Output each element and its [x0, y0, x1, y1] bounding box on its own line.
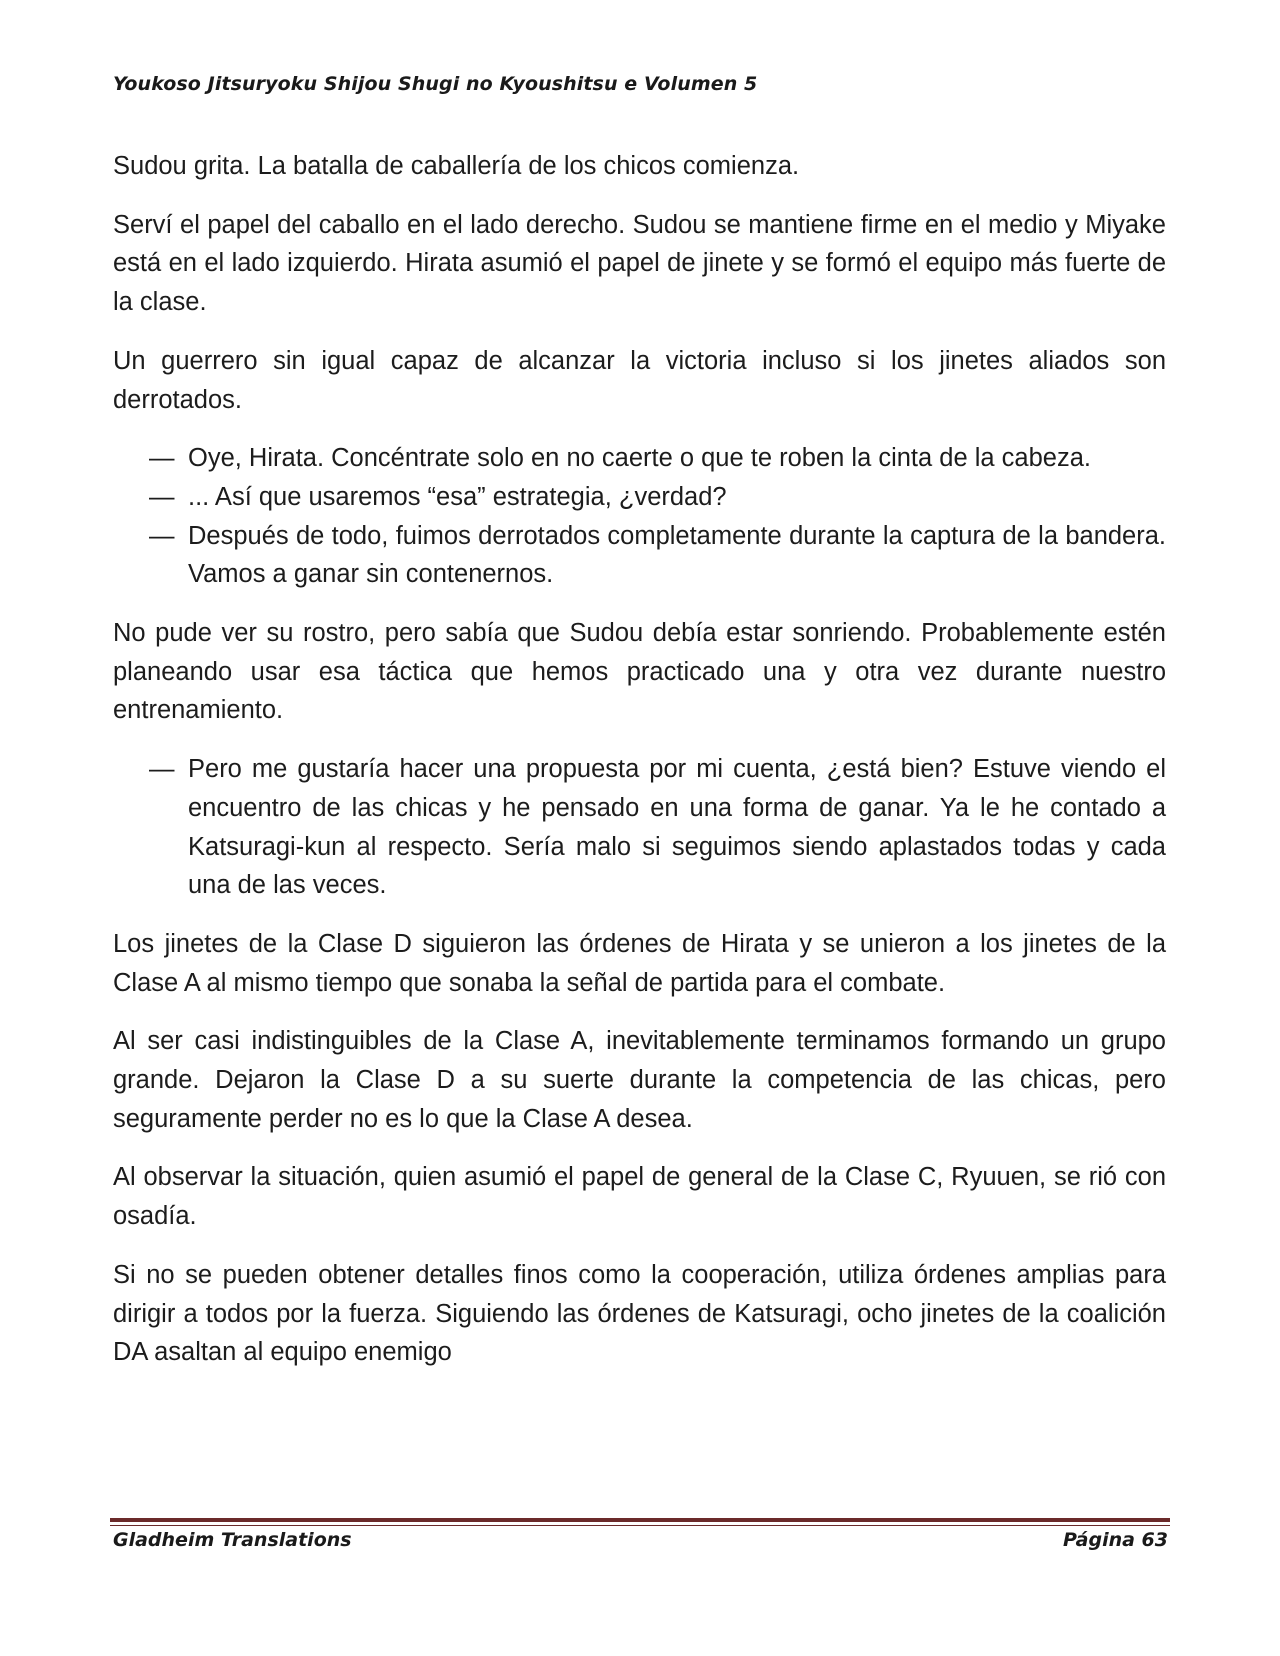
footer-rule-thick: [110, 1518, 1170, 1522]
dialogue-text: ... Así que usaremos “esa” estrategia, ¿verdad?: [188, 482, 727, 511]
footer-translator: Gladheim Translations: [113, 1529, 352, 1551]
paragraph-1: Sudou grita. La batalla de caballería de los chicos comienza.: [113, 152, 800, 180]
paragraph-5: Los jinetes de la Clase D siguieron las órdenes de Hirata y se unieron a los jinetes de la Clase A al mismo tiempo que sonaba la señal de partida para el combate.: [113, 929, 1166, 997]
running-header: Youkoso Jitsuryoku Shijou Shugi no Kyoushitsu e Volumen 5: [113, 73, 758, 95]
body-text: [113, 147, 1166, 1392]
footer-rule-thin: [110, 1525, 1170, 1526]
paragraph-8: Si no se pueden obtener detalles finos como la cooperación, utiliza órdenes amplias para dirigir a todos por la fuerza. Siguiendo las órdenes de Katsuragi, ocho jinetes de la coalición DA asaltan al equipo enemigo: [113, 1260, 1166, 1367]
dialogue-line: [113, 478, 1166, 517]
dialogue-text: Pero me gustaría hacer una propuesta por mi cuenta, ¿está bien? Estuve viendo el encuentro de las chicas y he pensado en una forma de ganar. Ya le he contado a Katsuragi-kun al respecto. Sería malo si seguimos siendo aplastados todas y cada una de las veces.: [188, 755, 1166, 900]
dialogue-line: [113, 439, 1166, 478]
dialogue-block-2: [113, 750, 1166, 905]
dialogue-line: [113, 750, 1166, 905]
dialogue-block-1: [113, 439, 1166, 594]
paragraph-2: Serví el papel del caballo en el lado derecho. Sudou se mantiene firme en el medio y Miyake está en el lado izquierdo. Hirata asumió el papel de jinete y se formó el equipo más fuerte de la clase.: [113, 210, 1166, 317]
dialogue-dash: —: [149, 482, 175, 511]
paragraph-7: Al observar la situación, quien asumió el papel de general de la Clase C, Ryuuen, se rió con osadía.: [113, 1163, 1166, 1231]
dialogue-line: [113, 517, 1166, 594]
dialogue-text: Oye, Hirata. Concéntrate solo en no caerte o que te roben la cinta de la cabeza.: [188, 444, 1091, 473]
dialogue-dash: —: [149, 444, 175, 473]
paragraph-3: Un guerrero sin igual capaz de alcanzar la victoria incluso si los jinetes aliados son derrotados.: [113, 346, 1166, 414]
paragraph-6: Al ser casi indistinguibles de la Clase A, inevitablemente terminamos formando un grupo grande. Dejaron la Clase D a su suerte durante la competencia de las chicas, pero seguramente perder no es lo que la Clase A desea.: [113, 1027, 1166, 1133]
dialogue-dash: —: [149, 755, 175, 784]
footer-page-number: Página 63: [1062, 1529, 1168, 1551]
paragraph-4: No pude ver su rostro, pero sabía que Sudou debía estar sonriendo. Probablemente estén planeando usar esa táctica que hemos practicado una y otra vez durante nuestro entrenamiento.: [113, 619, 1166, 725]
dialogue-text: Después de todo, fuimos derrotados completamente durante la captura de la bandera. Vamos a ganar sin contenernos.: [188, 521, 1166, 589]
dialogue-dash: —: [149, 521, 175, 550]
